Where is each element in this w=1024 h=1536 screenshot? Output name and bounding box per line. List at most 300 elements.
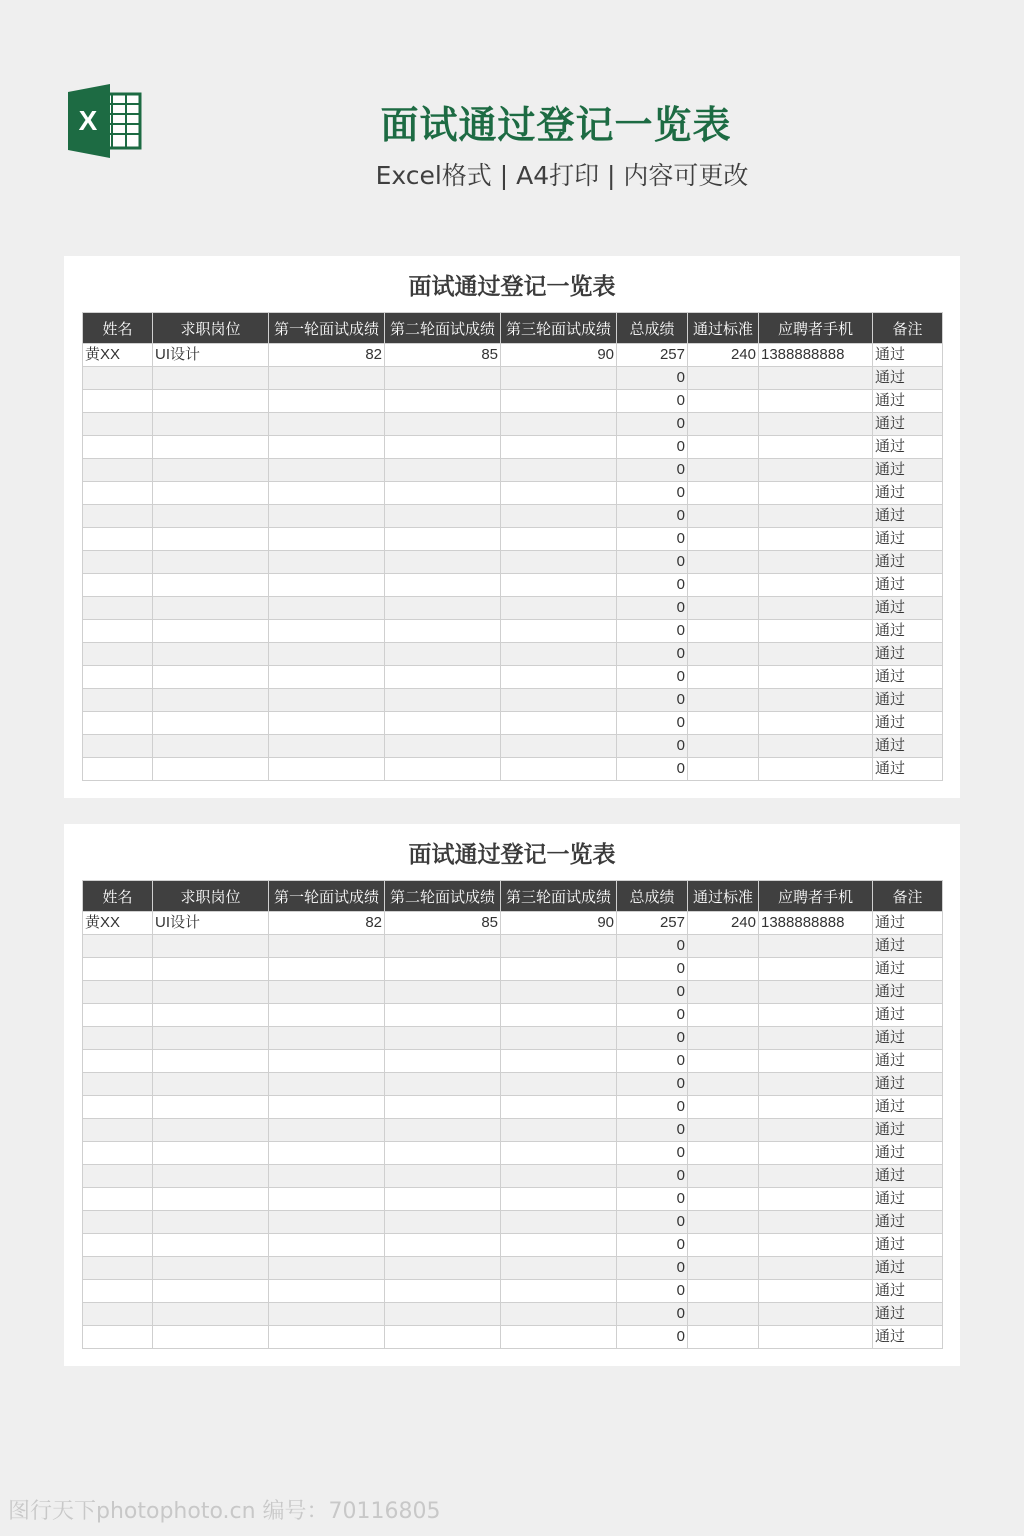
- table-cell[interactable]: [688, 413, 759, 436]
- table-cell[interactable]: [688, 643, 759, 666]
- table-cell[interactable]: [688, 1142, 759, 1165]
- table-cell[interactable]: [269, 1119, 385, 1142]
- table-cell[interactable]: [759, 1303, 873, 1326]
- table-cell[interactable]: [385, 1211, 501, 1234]
- table-cell[interactable]: [759, 436, 873, 459]
- table-cell[interactable]: [83, 528, 153, 551]
- table-cell[interactable]: [83, 689, 153, 712]
- table-cell[interactable]: 通过: [873, 958, 943, 981]
- table-cell[interactable]: [501, 1027, 617, 1050]
- table-cell[interactable]: [83, 1326, 153, 1349]
- table-cell[interactable]: UI设计: [153, 344, 269, 367]
- table-cell[interactable]: [83, 1303, 153, 1326]
- table-cell[interactable]: [688, 1326, 759, 1349]
- table-cell[interactable]: 85: [385, 912, 501, 935]
- table-cell[interactable]: [153, 1280, 269, 1303]
- table-cell[interactable]: 0: [617, 689, 688, 712]
- table-cell[interactable]: [83, 574, 153, 597]
- table-cell[interactable]: [501, 1188, 617, 1211]
- table-cell[interactable]: [269, 712, 385, 735]
- table-cell[interactable]: [385, 1303, 501, 1326]
- table-cell[interactable]: [269, 1027, 385, 1050]
- table-cell[interactable]: 通过: [873, 712, 943, 735]
- table-cell[interactable]: [759, 712, 873, 735]
- table-cell[interactable]: [759, 459, 873, 482]
- table-cell[interactable]: [501, 482, 617, 505]
- table-cell[interactable]: [153, 666, 269, 689]
- table-cell[interactable]: [501, 712, 617, 735]
- table-cell[interactable]: [153, 1073, 269, 1096]
- table-cell[interactable]: [269, 597, 385, 620]
- table-cell[interactable]: [688, 551, 759, 574]
- table-cell[interactable]: [385, 1257, 501, 1280]
- table-cell[interactable]: [759, 981, 873, 1004]
- table-cell[interactable]: 通过: [873, 528, 943, 551]
- table-cell[interactable]: 通过: [873, 1073, 943, 1096]
- table-cell[interactable]: [688, 1050, 759, 1073]
- table-cell[interactable]: 0: [617, 1165, 688, 1188]
- table-cell[interactable]: [269, 689, 385, 712]
- table-cell[interactable]: [153, 1257, 269, 1280]
- table-cell[interactable]: [385, 574, 501, 597]
- table-cell[interactable]: [385, 689, 501, 712]
- table-cell[interactable]: [153, 413, 269, 436]
- table-cell[interactable]: [688, 958, 759, 981]
- table-cell[interactable]: [269, 459, 385, 482]
- table-cell[interactable]: [153, 1004, 269, 1027]
- table-cell[interactable]: [269, 482, 385, 505]
- table-cell[interactable]: [385, 597, 501, 620]
- table-cell[interactable]: [759, 1073, 873, 1096]
- table-cell[interactable]: 通过: [873, 620, 943, 643]
- table-cell[interactable]: 0: [617, 1280, 688, 1303]
- table-cell[interactable]: [501, 1326, 617, 1349]
- table-cell[interactable]: [385, 712, 501, 735]
- table-cell[interactable]: [83, 390, 153, 413]
- table-cell[interactable]: 0: [617, 620, 688, 643]
- table-cell[interactable]: 通过: [873, 1050, 943, 1073]
- table-cell[interactable]: [501, 1211, 617, 1234]
- table-cell[interactable]: [688, 1234, 759, 1257]
- table-cell[interactable]: [83, 1027, 153, 1050]
- table-cell[interactable]: [83, 1119, 153, 1142]
- table-cell[interactable]: [385, 935, 501, 958]
- table-cell[interactable]: 0: [617, 390, 688, 413]
- table-cell[interactable]: [501, 505, 617, 528]
- table-cell[interactable]: [83, 413, 153, 436]
- table-cell[interactable]: 0: [617, 1142, 688, 1165]
- table-cell[interactable]: [83, 1073, 153, 1096]
- table-cell[interactable]: [759, 482, 873, 505]
- table-cell[interactable]: 0: [617, 643, 688, 666]
- table-cell[interactable]: [153, 528, 269, 551]
- table-cell[interactable]: [153, 1326, 269, 1349]
- table-cell[interactable]: [153, 1234, 269, 1257]
- column-header[interactable]: 总成绩: [617, 881, 688, 912]
- table-cell[interactable]: [759, 1119, 873, 1142]
- table-cell[interactable]: 0: [617, 1119, 688, 1142]
- table-cell[interactable]: [269, 413, 385, 436]
- table-cell[interactable]: 通过: [873, 912, 943, 935]
- table-cell[interactable]: [153, 712, 269, 735]
- table-cell[interactable]: [688, 1280, 759, 1303]
- table-cell[interactable]: [385, 981, 501, 1004]
- table-cell[interactable]: 通过: [873, 551, 943, 574]
- table-cell[interactable]: 1388888888: [759, 344, 873, 367]
- table-cell[interactable]: [385, 1119, 501, 1142]
- table-cell[interactable]: [153, 643, 269, 666]
- table-cell[interactable]: [153, 482, 269, 505]
- table-cell[interactable]: [501, 758, 617, 781]
- table-cell[interactable]: [759, 597, 873, 620]
- table-cell[interactable]: 0: [617, 1303, 688, 1326]
- table-cell[interactable]: [688, 1257, 759, 1280]
- table-cell[interactable]: [269, 1303, 385, 1326]
- table-cell[interactable]: 0: [617, 666, 688, 689]
- table-cell[interactable]: [759, 1188, 873, 1211]
- table-cell[interactable]: [385, 1165, 501, 1188]
- table-cell[interactable]: [385, 1188, 501, 1211]
- table-cell[interactable]: [153, 1119, 269, 1142]
- table-cell[interactable]: 通过: [873, 390, 943, 413]
- table-cell[interactable]: 0: [617, 528, 688, 551]
- table-cell[interactable]: [153, 367, 269, 390]
- table-cell[interactable]: 通过: [873, 1303, 943, 1326]
- table-cell[interactable]: [759, 1211, 873, 1234]
- table-cell[interactable]: [501, 1257, 617, 1280]
- table-cell[interactable]: [501, 367, 617, 390]
- table-cell[interactable]: 257: [617, 912, 688, 935]
- table-cell[interactable]: [385, 505, 501, 528]
- table-cell[interactable]: [501, 666, 617, 689]
- table-cell[interactable]: [83, 935, 153, 958]
- table-cell[interactable]: 0: [617, 1050, 688, 1073]
- table-cell[interactable]: 0: [617, 367, 688, 390]
- table-cell[interactable]: 通过: [873, 574, 943, 597]
- table-cell[interactable]: [688, 735, 759, 758]
- table-cell[interactable]: [269, 735, 385, 758]
- table-cell[interactable]: [385, 1234, 501, 1257]
- table-cell[interactable]: 0: [617, 735, 688, 758]
- table-cell[interactable]: 通过: [873, 505, 943, 528]
- table-cell[interactable]: 0: [617, 597, 688, 620]
- table-cell[interactable]: [501, 1303, 617, 1326]
- table-cell[interactable]: [501, 1142, 617, 1165]
- table-cell[interactable]: [501, 1280, 617, 1303]
- table-cell[interactable]: [269, 390, 385, 413]
- table-cell[interactable]: [501, 643, 617, 666]
- table-cell[interactable]: [269, 367, 385, 390]
- table-cell[interactable]: [153, 574, 269, 597]
- table-cell[interactable]: [759, 505, 873, 528]
- table-cell[interactable]: 0: [617, 1004, 688, 1027]
- table-cell[interactable]: [759, 528, 873, 551]
- table-cell[interactable]: [385, 958, 501, 981]
- table-cell[interactable]: [153, 689, 269, 712]
- table-cell[interactable]: 0: [617, 436, 688, 459]
- table-cell[interactable]: [385, 482, 501, 505]
- table-cell[interactable]: [688, 1119, 759, 1142]
- table-cell[interactable]: 0: [617, 1234, 688, 1257]
- table-cell[interactable]: [759, 643, 873, 666]
- table-cell[interactable]: [385, 551, 501, 574]
- table-cell[interactable]: [269, 1257, 385, 1280]
- table-cell[interactable]: 通过: [873, 1188, 943, 1211]
- table-cell[interactable]: [153, 1165, 269, 1188]
- table-cell[interactable]: [269, 1234, 385, 1257]
- table-cell[interactable]: 通过: [873, 1165, 943, 1188]
- column-header[interactable]: 姓名: [83, 313, 153, 344]
- table-cell[interactable]: [688, 666, 759, 689]
- table-cell[interactable]: 通过: [873, 1234, 943, 1257]
- table-cell[interactable]: [759, 735, 873, 758]
- table-cell[interactable]: [501, 551, 617, 574]
- table-cell[interactable]: [759, 1004, 873, 1027]
- table-cell[interactable]: [83, 1142, 153, 1165]
- table-cell[interactable]: 通过: [873, 643, 943, 666]
- table-cell[interactable]: [385, 1004, 501, 1027]
- column-header[interactable]: 备注: [873, 313, 943, 344]
- table-cell[interactable]: 82: [269, 344, 385, 367]
- table-cell[interactable]: [385, 758, 501, 781]
- table-cell[interactable]: [83, 620, 153, 643]
- table-cell[interactable]: 0: [617, 1073, 688, 1096]
- table-cell[interactable]: [83, 958, 153, 981]
- table-cell[interactable]: [269, 620, 385, 643]
- table-cell[interactable]: [688, 981, 759, 1004]
- table-cell[interactable]: [385, 413, 501, 436]
- table-cell[interactable]: [759, 1234, 873, 1257]
- table-cell[interactable]: [83, 1004, 153, 1027]
- table-cell[interactable]: 通过: [873, 735, 943, 758]
- table-cell[interactable]: [153, 459, 269, 482]
- table-cell[interactable]: 90: [501, 344, 617, 367]
- table-cell[interactable]: [385, 643, 501, 666]
- table-cell[interactable]: [759, 1165, 873, 1188]
- table-cell[interactable]: 通过: [873, 1096, 943, 1119]
- table-cell[interactable]: 通过: [873, 367, 943, 390]
- table-cell[interactable]: [688, 1303, 759, 1326]
- table-cell[interactable]: [688, 367, 759, 390]
- table-cell[interactable]: [153, 551, 269, 574]
- table-cell[interactable]: [759, 958, 873, 981]
- column-header[interactable]: 第三轮面试成绩: [501, 881, 617, 912]
- table-cell[interactable]: [83, 735, 153, 758]
- table-cell[interactable]: [269, 1050, 385, 1073]
- table-cell[interactable]: [269, 574, 385, 597]
- table-cell[interactable]: 0: [617, 574, 688, 597]
- table-cell[interactable]: [83, 436, 153, 459]
- table-cell[interactable]: [153, 758, 269, 781]
- table-cell[interactable]: 82: [269, 912, 385, 935]
- table-cell[interactable]: [385, 1073, 501, 1096]
- table-cell[interactable]: [501, 1004, 617, 1027]
- table-cell[interactable]: [688, 689, 759, 712]
- table-cell[interactable]: [759, 1257, 873, 1280]
- table-cell[interactable]: [501, 1234, 617, 1257]
- table-cell[interactable]: [688, 758, 759, 781]
- table-cell[interactable]: [385, 459, 501, 482]
- table-cell[interactable]: 通过: [873, 482, 943, 505]
- table-cell[interactable]: [385, 735, 501, 758]
- column-header[interactable]: 第一轮面试成绩: [269, 881, 385, 912]
- table-cell[interactable]: [385, 436, 501, 459]
- table-cell[interactable]: 通过: [873, 689, 943, 712]
- table-cell[interactable]: [83, 666, 153, 689]
- table-cell[interactable]: [269, 643, 385, 666]
- table-cell[interactable]: [759, 1027, 873, 1050]
- table-cell[interactable]: [759, 367, 873, 390]
- table-cell[interactable]: [269, 436, 385, 459]
- table-cell[interactable]: [688, 1027, 759, 1050]
- table-cell[interactable]: [269, 935, 385, 958]
- table-cell[interactable]: [688, 712, 759, 735]
- table-cell[interactable]: [269, 551, 385, 574]
- table-cell[interactable]: [83, 1211, 153, 1234]
- table-cell[interactable]: 0: [617, 1188, 688, 1211]
- table-cell[interactable]: [501, 1050, 617, 1073]
- table-cell[interactable]: [153, 1211, 269, 1234]
- table-cell[interactable]: 通过: [873, 1004, 943, 1027]
- table-cell[interactable]: [153, 1027, 269, 1050]
- table-cell[interactable]: 85: [385, 344, 501, 367]
- table-cell[interactable]: 通过: [873, 1119, 943, 1142]
- table-cell[interactable]: [759, 1050, 873, 1073]
- table-cell[interactable]: [153, 620, 269, 643]
- table-cell[interactable]: [385, 528, 501, 551]
- table-cell[interactable]: 黄XX: [83, 912, 153, 935]
- table-cell[interactable]: [688, 620, 759, 643]
- table-cell[interactable]: [153, 390, 269, 413]
- table-cell[interactable]: [269, 1004, 385, 1027]
- table-cell[interactable]: 通过: [873, 1257, 943, 1280]
- table-cell[interactable]: 0: [617, 1326, 688, 1349]
- table-cell[interactable]: 通过: [873, 1280, 943, 1303]
- table-cell[interactable]: 0: [617, 758, 688, 781]
- table-cell[interactable]: [153, 935, 269, 958]
- table-cell[interactable]: [385, 1142, 501, 1165]
- table-cell[interactable]: [83, 981, 153, 1004]
- table-cell[interactable]: [688, 1004, 759, 1027]
- table-cell[interactable]: [759, 1280, 873, 1303]
- column-header[interactable]: 姓名: [83, 881, 153, 912]
- table-cell[interactable]: [501, 597, 617, 620]
- table-cell[interactable]: [501, 528, 617, 551]
- table-cell[interactable]: [269, 1073, 385, 1096]
- table-cell[interactable]: [269, 528, 385, 551]
- table-cell[interactable]: 0: [617, 1257, 688, 1280]
- table-cell[interactable]: [385, 1050, 501, 1073]
- table-cell[interactable]: [153, 1050, 269, 1073]
- table-cell[interactable]: [688, 1165, 759, 1188]
- table-cell[interactable]: [269, 981, 385, 1004]
- table-cell[interactable]: [83, 505, 153, 528]
- table-cell[interactable]: 通过: [873, 1027, 943, 1050]
- table-cell[interactable]: [501, 459, 617, 482]
- table-cell[interactable]: [269, 1326, 385, 1349]
- table-cell[interactable]: [501, 735, 617, 758]
- table-cell[interactable]: [153, 1188, 269, 1211]
- table-cell[interactable]: [269, 666, 385, 689]
- table-cell[interactable]: 通过: [873, 1326, 943, 1349]
- table-cell[interactable]: [83, 1050, 153, 1073]
- table-cell[interactable]: [501, 981, 617, 1004]
- table-cell[interactable]: [385, 1326, 501, 1349]
- table-cell[interactable]: [83, 367, 153, 390]
- table-cell[interactable]: [501, 1073, 617, 1096]
- table-cell[interactable]: [501, 935, 617, 958]
- table-cell[interactable]: [385, 367, 501, 390]
- table-cell[interactable]: [153, 505, 269, 528]
- table-cell[interactable]: [501, 413, 617, 436]
- table-cell[interactable]: 通过: [873, 935, 943, 958]
- table-cell[interactable]: [385, 1027, 501, 1050]
- table-cell[interactable]: [269, 1096, 385, 1119]
- table-cell[interactable]: [269, 1280, 385, 1303]
- column-header[interactable]: 应聘者手机: [759, 313, 873, 344]
- table-cell[interactable]: [759, 935, 873, 958]
- table-cell[interactable]: [269, 758, 385, 781]
- table-cell[interactable]: [759, 1142, 873, 1165]
- table-cell[interactable]: [269, 1188, 385, 1211]
- table-cell[interactable]: 通过: [873, 1142, 943, 1165]
- table-cell[interactable]: [759, 689, 873, 712]
- table-cell[interactable]: [759, 1326, 873, 1349]
- table-cell[interactable]: [688, 1096, 759, 1119]
- table-cell[interactable]: [501, 620, 617, 643]
- column-header[interactable]: 总成绩: [617, 313, 688, 344]
- table-cell[interactable]: 0: [617, 551, 688, 574]
- table-cell[interactable]: [759, 1096, 873, 1119]
- column-header[interactable]: 求职岗位: [153, 881, 269, 912]
- table-cell[interactable]: [688, 390, 759, 413]
- table-cell[interactable]: [83, 1096, 153, 1119]
- table-cell[interactable]: [501, 958, 617, 981]
- table-cell[interactable]: UI设计: [153, 912, 269, 935]
- column-header[interactable]: 应聘者手机: [759, 881, 873, 912]
- table-cell[interactable]: 通过: [873, 1211, 943, 1234]
- table-cell[interactable]: [153, 958, 269, 981]
- table-cell[interactable]: 0: [617, 505, 688, 528]
- table-cell[interactable]: [83, 482, 153, 505]
- column-header[interactable]: 第三轮面试成绩: [501, 313, 617, 344]
- table-cell[interactable]: [759, 390, 873, 413]
- table-cell[interactable]: [153, 981, 269, 1004]
- table-cell[interactable]: 0: [617, 1096, 688, 1119]
- table-cell[interactable]: [83, 1188, 153, 1211]
- table-cell[interactable]: [759, 413, 873, 436]
- table-cell[interactable]: [501, 574, 617, 597]
- table-cell[interactable]: [688, 597, 759, 620]
- table-cell[interactable]: [153, 597, 269, 620]
- table-cell[interactable]: 通过: [873, 344, 943, 367]
- table-cell[interactable]: 0: [617, 1027, 688, 1050]
- table-cell[interactable]: [83, 643, 153, 666]
- table-cell[interactable]: 通过: [873, 666, 943, 689]
- table-cell[interactable]: [688, 1211, 759, 1234]
- table-cell[interactable]: 0: [617, 413, 688, 436]
- table-cell[interactable]: [501, 1119, 617, 1142]
- table-cell[interactable]: [688, 574, 759, 597]
- table-cell[interactable]: 0: [617, 1211, 688, 1234]
- table-cell[interactable]: [759, 574, 873, 597]
- table-cell[interactable]: [83, 597, 153, 620]
- table-cell[interactable]: [501, 390, 617, 413]
- column-header[interactable]: 通过标准: [688, 881, 759, 912]
- table-cell[interactable]: 通过: [873, 597, 943, 620]
- table-cell[interactable]: [688, 528, 759, 551]
- table-cell[interactable]: 通过: [873, 981, 943, 1004]
